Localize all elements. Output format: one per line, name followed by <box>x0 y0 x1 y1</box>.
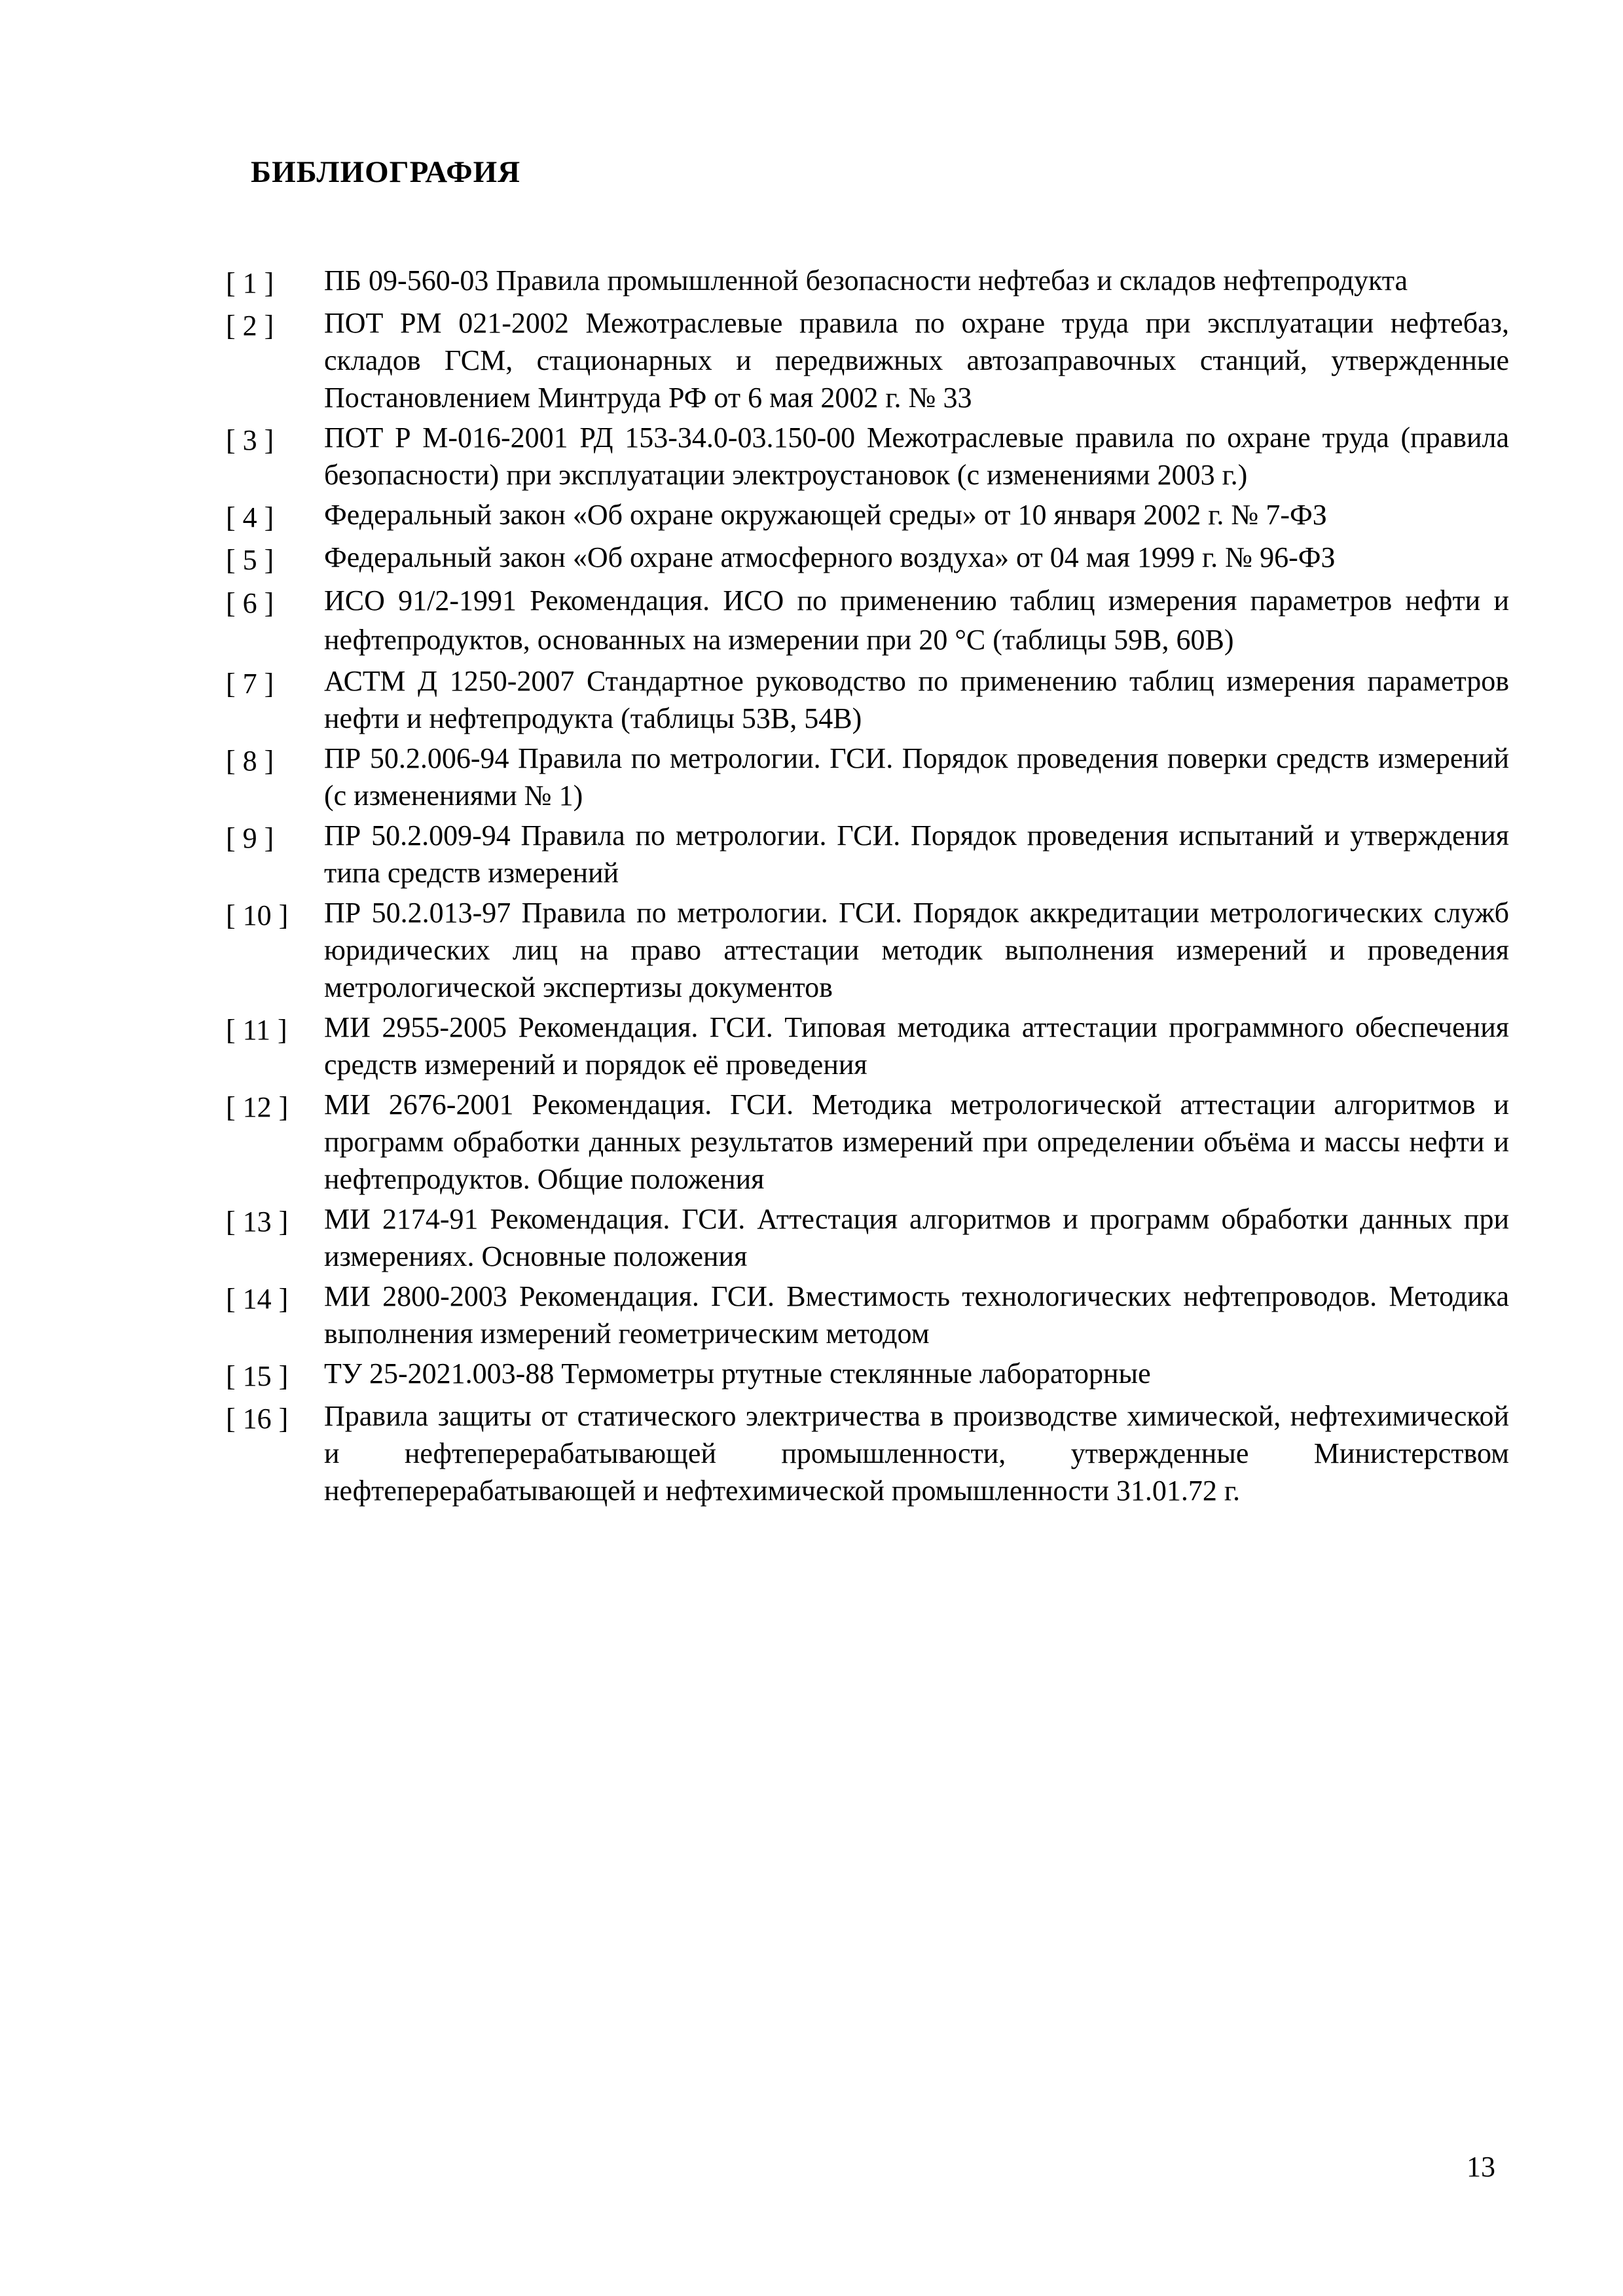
page-number: 13 <box>1467 2151 1495 2183</box>
entry-text: ПОТ РМ 021-2002 Межотраслевые правила по охране труда при эксплуатации нефтебаз, складов ГСМ, стационарных и передвижных автозаправочных станций, утвержденные Постановлением Минтруда РФ от 6 мая 2002 г. № 33 <box>324 307 1509 414</box>
bibliography-entry <box>226 1355 1509 1395</box>
bibliography-entry <box>226 496 1509 536</box>
entry-text: Правила защиты от статического электричества в производстве химической, нефтехимической и нефтеперерабатывающей промышленности, утвержденные Министерством нефтеперерабатывающей и нефтехимической промышленности 31.01.72 г. <box>324 1400 1509 1507</box>
entry-number: [ 12 ] <box>226 1091 289 1123</box>
bibliography-entry <box>226 1200 1509 1275</box>
entry-text: МИ 2676-2001 Рекомендация. ГСИ. Методика метрологической аттестации алгоритмов и программ обработки данных результатов измерений при определении объёма и массы нефти и нефтепродуктов. Общие положения <box>324 1088 1509 1195</box>
entry-number: [ 2 ] <box>226 310 274 342</box>
entry-text: ТУ 25-2021.003-88 Термометры ртутные стеклянные лабораторные <box>324 1357 1151 1390</box>
bibliography-entry <box>226 740 1509 814</box>
entry-number: [ 5 ] <box>226 544 274 576</box>
entry-number: [ 1 ] <box>226 267 274 299</box>
bibliography-entry <box>226 817 1509 891</box>
entry-text: ИСО 91/2-1991 Рекомендация. ИСО по применению таблиц измерения параметров нефти и нефтепродуктов, основанных на измерении при 20 °С (таблицы 59В, 60В) <box>324 584 1509 656</box>
bibliography-entry <box>226 1086 1509 1198</box>
entry-text: ПР 50.2.013-97 Правила по метрологии. ГСИ. Порядок аккредитации метрологических служб юридических лиц на право аттестации методик выполнения измерений и проведения метрологической экспертизы документов <box>324 897 1509 1003</box>
bibliography-entry <box>226 662 1509 737</box>
entry-number: [ 9 ] <box>226 822 274 854</box>
bibliography-entry <box>226 1397 1509 1509</box>
entry-number: [ 3 ] <box>226 424 274 456</box>
bibliography-entry <box>226 894 1509 1006</box>
bibliography-entry <box>226 1009 1509 1083</box>
bibliography-entry <box>226 419 1509 493</box>
entry-text: АСТМ Д 1250-2007 Стандартное руководство по применению таблиц измерения параметров нефти и нефтепродукта (таблицы 53В, 54В) <box>324 665 1509 734</box>
entry-text: ПР 50.2.006-94 Правила по метрологии. ГСИ. Порядок проведения поверки средств измерений (с изменениями № 1) <box>324 742 1509 812</box>
bibliography-entry <box>226 1278 1509 1352</box>
entry-number: [ 15 ] <box>226 1360 289 1392</box>
entry-number: [ 8 ] <box>226 745 274 777</box>
entry-number: [ 14 ] <box>226 1283 289 1315</box>
entry-text: ПБ 09-560-03 Правила промышленной безопасности нефтебаз и складов нефтепродукта <box>324 264 1408 296</box>
entry-number: [ 4 ] <box>226 501 274 533</box>
entry-number: [ 10 ] <box>226 899 289 931</box>
bibliography-list <box>226 262 1509 1512</box>
bibliography-entry <box>226 581 1509 660</box>
entry-number: [ 7 ] <box>226 668 274 700</box>
bibliography-entry <box>226 539 1509 579</box>
entry-text: Федеральный закон «Об охране окружающей среды» от 10 января 2002 г. № 7-ФЗ <box>324 499 1327 531</box>
entry-text: МИ 2955-2005 Рекомендация. ГСИ. Типовая методика аттестации программного обеспечения средств измерений и порядок её проведения <box>324 1011 1509 1081</box>
bibliography-entry <box>226 304 1509 416</box>
entry-number: [ 13 ] <box>226 1206 289 1238</box>
entry-text: МИ 2174-91 Рекомендация. ГСИ. Аттестация алгоритмов и программ обработки данных при измерениях. Основные положения <box>324 1203 1509 1272</box>
entry-number: [ 11 ] <box>226 1014 287 1046</box>
bibliography-title: БИБЛИОГРАФИЯ <box>251 155 521 189</box>
entry-text: ПОТ Р М-016-2001 РД 153-34.0-03.150-00 Межотраслевые правила по охране труда (правила безопасности) при эксплуатации электроустановок (с изменениями 2003 г.) <box>324 422 1509 491</box>
entry-text: ПР 50.2.009-94 Правила по метрологии. ГСИ. Порядок проведения испытаний и утверждения типа средств измерений <box>324 819 1509 889</box>
entry-text: МИ 2800-2003 Рекомендация. ГСИ. Вместимость технологических нефтепроводов. Методика выполнения измерений геометрическим методом <box>324 1280 1509 1350</box>
bibliography-entry <box>226 262 1509 302</box>
entry-number: [ 16 ] <box>226 1403 289 1435</box>
entry-text: Федеральный закон «Об охране атмосферного воздуха» от 04 мая 1999 г. № 96-ФЗ <box>324 541 1336 573</box>
entry-number: [ 6 ] <box>226 587 274 619</box>
